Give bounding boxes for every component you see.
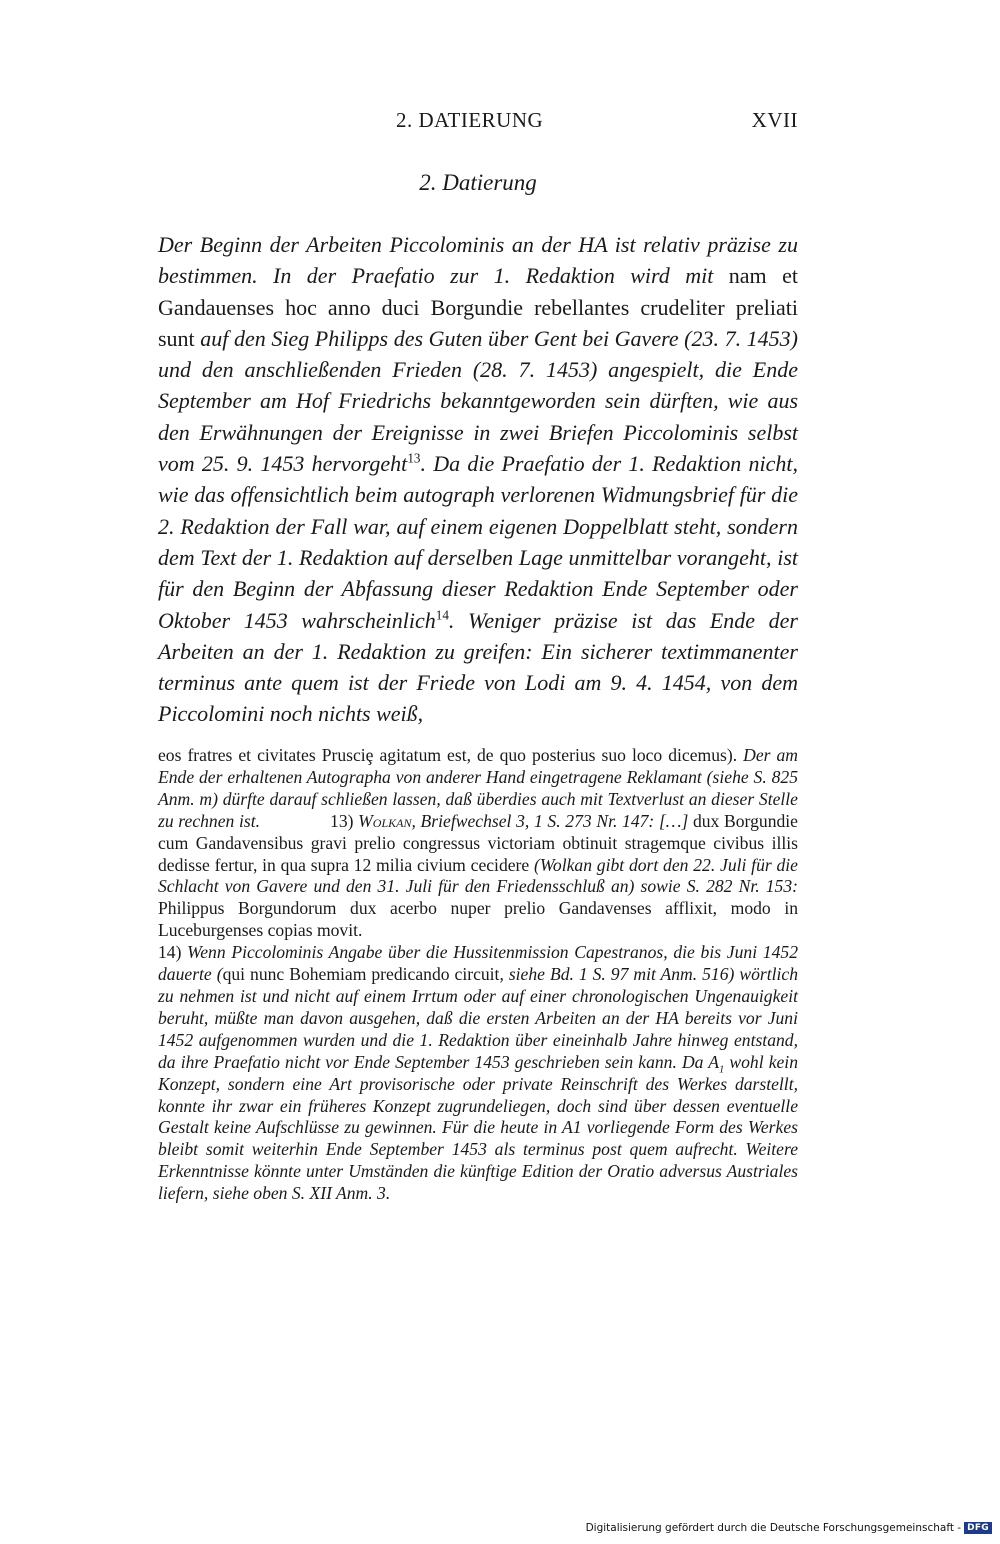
main-paragraph: [158, 229, 798, 730]
footnote-quote: dux Borgundie cum Gandavensibus gravi prelio congressus victoriam obtinuit stragemque civibus illis dedisse fertur, in qua supra 12 milia civium cecidere: [158, 810, 798, 875]
main-text-segment: Der Beginn der Arbeiten Piccolominis an der HA ist relativ präzise zu bestimmen. In der Praefatio zur 1. Redaktion wird mit: [158, 232, 798, 289]
page-number: XVII: [751, 108, 798, 132]
footnote-commentary: (Wolkan gibt dort den 22. Juli für die Schlacht von Gavere und den 31. Juli für den Friedensschluß an) sowie S. 282 Nr. 153:: [158, 854, 798, 897]
footnote-block: [158, 745, 798, 1205]
footnotes: [158, 745, 798, 1205]
footnote-number-14: 14): [158, 942, 182, 963]
footnote-quote: Philippus Borgundorum dux acerbo nuper prelio Gandavenses afflixit, modo in Luceburgenses copias movit.: [158, 898, 798, 941]
footnote-quote: eos fratres et civitates Prusciȩ agitatum est, de quo posterius suo loco dicemus).: [158, 745, 738, 765]
main-text: [158, 229, 798, 730]
footnote-commentary: wohl kein Konzept, sondern eine Art provisorische oder private Reinschrift des Werkes darstellt, konnte ihr zwar ein früheres Konzept zugrundeliegen, doch sind über dessen eventuelle Gestalt keine Aufschlüsse zu gewinnen. Für die heute in A1 vorliegende Form des Werkes bleibt somit weiterhin Ende September 1453 als terminus post quem aufrecht. Weitere Erkenntnisse könnte unter Umständen die künftige Edition der Oratio adversus Austriales liefern, siehe oben S. XII Anm. 3.: [158, 1051, 798, 1204]
section-title: 2. Datierung: [419, 170, 537, 195]
footnote-reference: , Briefwechsel 3, 1 S. 273 Nr. 147: […]: [411, 810, 689, 831]
latin-quote: nam et Gandauenses hoc anno duci Borgundie rebellantes crudeliter preliati sunt: [158, 263, 798, 351]
main-text-segment: auf den Sieg Philipps des Guten über Gent bei Gavere (23. 7. 1453) und den anschließenden Frieden (28. 7. 1453) angespielt, die Ende September am Hof Friedrichs bekanntgeworden sein dürften, wie aus den Erwähnungen der Ereignisse in zwei Briefen Piccolominis selbst vom 25. 9. 1453 hervorgeht: [158, 325, 798, 477]
running-head-section: 2. DATIERUNG: [396, 108, 544, 132]
footnote-quote: qui nunc Bohemiam predicando circuit: [222, 964, 500, 985]
running-head: [158, 108, 798, 138]
subscript: 1: [719, 1064, 725, 1076]
dfg-logo-icon: DFG: [964, 1522, 992, 1534]
digitization-credit: [586, 1522, 992, 1534]
footnote-ref-13: 13: [407, 450, 421, 466]
main-text-segment: . Weniger präzise ist das Ende der Arbeiten an der 1. Redaktion zu greifen: Ein sicherer textimmanenter terminus ante quem ist der Friede von Lodi am 9. 4. 1454, von dem Piccolomini noch nichts weiß,: [158, 607, 798, 727]
footnote-author: Wolkan: [358, 810, 412, 831]
footnote-ref-14: 14: [435, 607, 449, 623]
footnote-commentary: , siehe Bd. 1 S. 97 mit Anm. 516) wörtlich zu nehmen ist und nicht auf einem Irrtum oder auf einer chronologischen Ungenauigkeit beruht, müßte man davon ausgehen, daß die ersten Arbeiten an der HA bereits vor Juni 1452 aufgenommen wurden und die 1. Redaktion über eineinhalb Jahre hinweg entstand, da ihre Praefatio nicht vor Ende September 1453 geschrieben sein kann. Da A: [158, 964, 798, 1072]
credit-text: Digitalisierung gefördert durch die Deutsche Forschungsgemeinschaft -: [585, 1522, 962, 1534]
footnote-number-13: 13): [330, 810, 354, 831]
main-text-segment: . Da die Praefatio der 1. Redaktion nicht, wie das offensichtlich beim autograph verlorenen Widmungsbrief für die 2. Redaktion der Fall war, auf einem eigenen Doppelblatt steht, sondern dem Text der 1. Redaktion auf derselben Lage unmittelbar vorangeht, ist für den Beginn der Abfassung dieser Redaktion Ende September oder Oktober 1453 wahrscheinlich: [158, 451, 799, 633]
footnote-commentary: Der am Ende der erhaltenen Autographa von anderer Hand eingetragene Reklamant (siehe S. 825 Anm. m) dürfte darauf schließen lassen, daß überdies auch mit Textverlust an dieser Stelle zu rechnen ist.: [158, 745, 798, 831]
footnote-commentary: Wenn Piccolominis Angabe über die Hussitenmission Capestranos, die bis Juni 1452 dauerte (: [158, 942, 798, 985]
